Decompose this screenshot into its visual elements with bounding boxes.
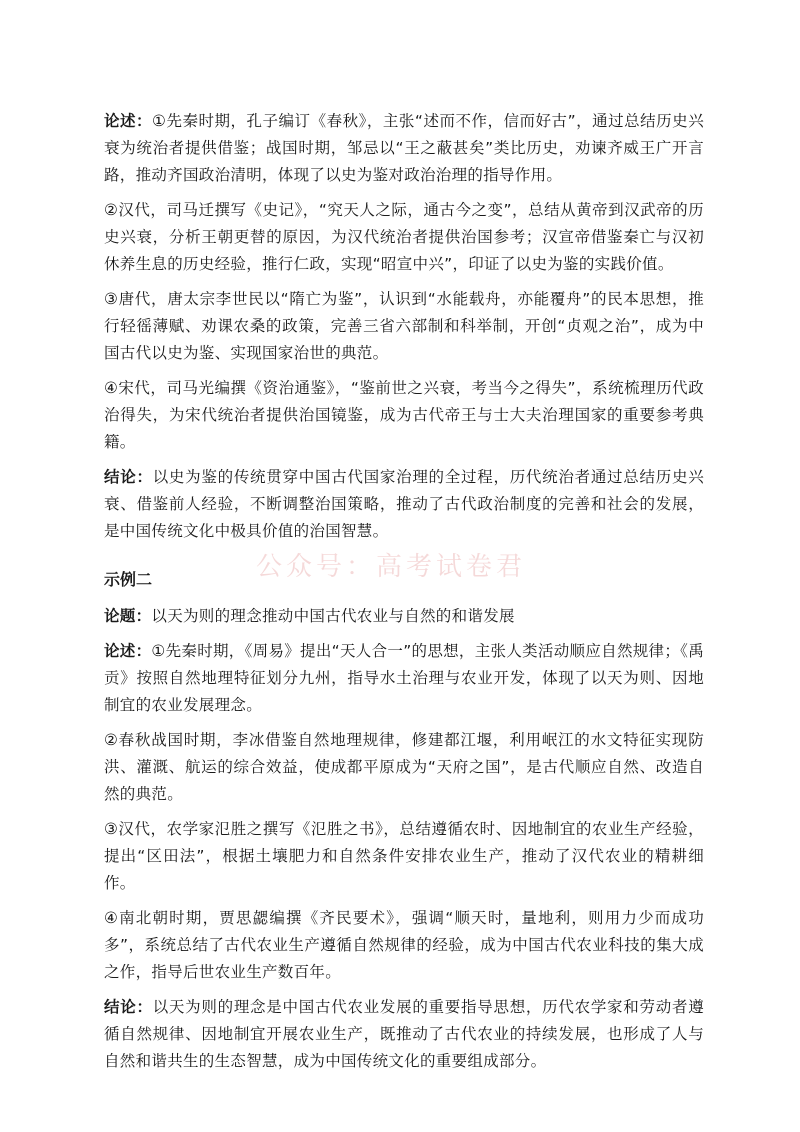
paragraph-text: 以史为鉴的传统贯穿中国古代国家治理的全过程，历代统治者通过总结历史兴衰、借鉴前人经验，不断调整治国策略，推动了古代政治制度的完善和社会的发展，是中国传统文化中极具价值的治国智慧。 [104, 468, 704, 540]
argument-label: 论述： [104, 112, 153, 130]
conclusion-label: 结论： [104, 998, 153, 1016]
example1-argument-1 [104, 108, 704, 189]
paragraph-text: ①先秦时期，《周易》提出“天人合一”的思想，主张人类活动顺应自然规律；《禹贡》按照自然地理特征划分九州，指导水土治理与农业开发，体现了以天为则、因地制宜的农业发展理念。 [104, 642, 704, 714]
example1-conclusion [104, 464, 704, 545]
example2-argument-2: ②春秋战国时期，李冰借鉴自然地理规律，修建都江堰，利用岷江的水文特征实现防洪、灌溉、航运的综合效益，使成都平原成为“天府之国”，是古代顺应自然、改造自然的典范。 [104, 731, 704, 803]
example1-argument-4: ④宋代，司马光编撰《资治通鉴》，“鉴前世之兴衰，考当今之得失”，系统梳理历代政治得失，为宋代统治者提供治国镜鉴，成为古代帝王与士大夫治理国家的重要参考典籍。 [104, 379, 704, 451]
conclusion-label: 结论： [104, 468, 153, 486]
paragraph-text: ①先秦时期，孔子编订《春秋》，主张“述而不作，信而好古”，通过总结历史兴衰为统治者提供借鉴；战国时期，邹忌以“王之蔽甚矣”类比历史，劝谏齐威王广开言路，推动齐国政治清明，体现了以史为鉴对政治治理的指导作用。 [104, 112, 704, 184]
example1-argument-3: ③唐代，唐太宗李世民以“隋亡为鉴”，认识到“水能载舟，亦能覆舟”的民本思想，推行轻徭薄赋、劝课农桑的政策，完善三省六部制和科举制，开创“贞观之治”，成为中国古代以史为鉴、实现国家治世的典范。 [104, 290, 704, 362]
watermark: 公众号：高考试卷君 [256, 552, 527, 582]
document-body [104, 108, 704, 1083]
topic-label: 论题： [104, 607, 152, 625]
example1-argument-2: ②汉代，司马迁撰写《史记》，“究天人之际，通古今之变”，总结从黄帝到汉武帝的历史兴衰，分析王朝更替的原因，为汉代统治者提供治国参考；汉宣帝借鉴秦亡与汉初休养生息的历史经验，推行仁政，实现“昭宣中兴”，印证了以史为鉴的实践价值。 [104, 201, 704, 273]
paragraph-text: 以天为则的理念推动中国古代农业与自然的和谐发展 [151, 607, 515, 625]
argument-label: 论述： [104, 642, 152, 660]
example2-argument-3: ③汉代，农学家氾胜之撰写《氾胜之书》，总结遵循农时、因地制宜的农业生产经验，提出“区田法”，根据土壤肥力和自然条件安排农业生产，推动了汉代农业的精耕细作。 [104, 820, 704, 892]
paragraph-text: 以天为则的理念是中国古代农业发展的重要指导思想，历代农学家和劳动者遵循自然规律、因地制宜开展农业生产，既推动了古代农业的持续发展，也形成了人与自然和谐共生的生态智慧，成为中国传统文化的重要组成部分。 [104, 998, 704, 1070]
example2-argument-4: ④南北朝时期，贾思勰编撰《齐民要术》，强调“顺天时，量地利，则用力少而成功多”，系统总结了古代农业生产遵循自然规律的经验，成为中国古代农业科技的集大成之作，指导后世农业生产数百年。 [104, 909, 704, 981]
example2-heading: 示例二 [104, 570, 153, 589]
example2-conclusion [104, 994, 704, 1075]
example2-argument-1 [104, 638, 704, 719]
example2-topic [104, 603, 704, 630]
